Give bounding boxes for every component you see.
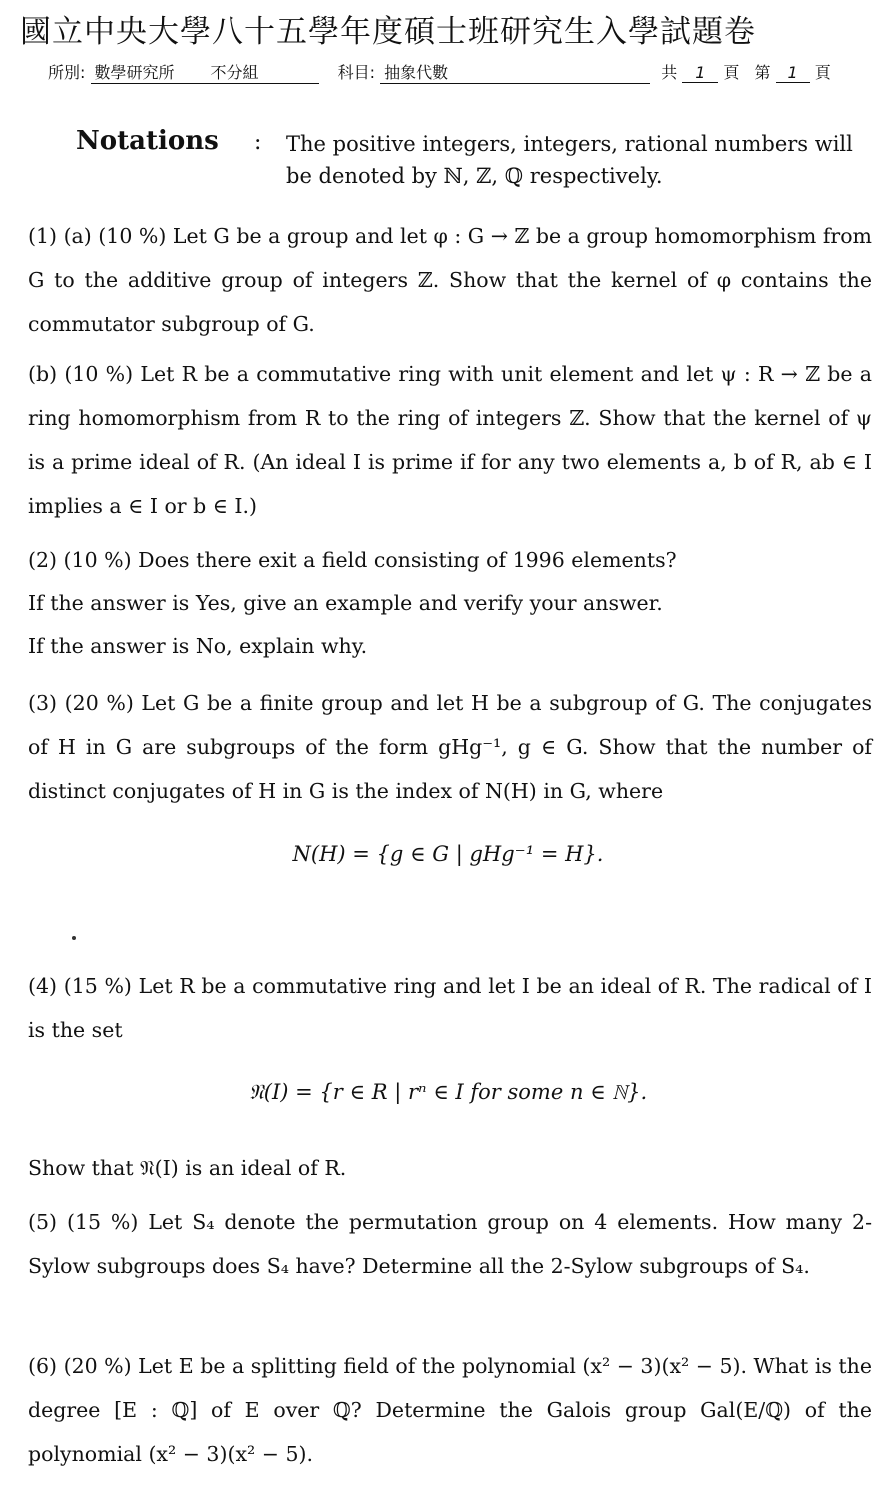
notations-colon: :	[254, 130, 262, 155]
problem-1a: (1) (a) (10 %) Let G be a group and let φ : G → ℤ be a group homomorphism from G to the additive group of integers ℤ. Show that the kernel of φ contains the commutator subgroup of G.	[28, 224, 872, 336]
exam-title: 國立中央大學八十五學年度碩士班研究生入學試題卷	[20, 14, 756, 50]
subject-value: 抽象代數	[380, 60, 650, 84]
total-pages-label: 共	[661, 63, 678, 82]
dept-value: 數學研究所	[91, 60, 191, 84]
problem-3-formula: N(H) = {g ∈ G | gHg⁻¹ = H}.	[292, 842, 604, 866]
page-no-value: 1	[776, 63, 810, 83]
problem-2-line3: If the answer is No, explain why.	[28, 634, 368, 658]
stray-dot	[72, 936, 76, 940]
page-unit: 頁	[723, 63, 740, 82]
page-no-label: 第	[754, 63, 771, 82]
total-pages-value: 1	[682, 63, 718, 83]
page-unit: 頁	[814, 63, 831, 82]
problem-4-end: Show that 𝔑(I) is an ideal of R.	[28, 1156, 347, 1180]
problem-5: (5) (15 %) Let S₄ denote the permutation group on 4 elements. How many 2-Sylow subgroups does S₄ have? Determine all the 2-Sylow subgroups of S₄.	[28, 1210, 872, 1278]
dept-label: 所別:	[48, 63, 86, 82]
problem-2: (2) (10 %) Does there exit a field consisting of 1996 elements?	[28, 548, 677, 572]
group-value: 不分組	[191, 60, 319, 84]
notations-label: Notations	[76, 126, 219, 156]
problem-4-formula: 𝔑(I) = {r ∈ R | rⁿ ∈ I for some n ∈ ℕ}.	[248, 1080, 648, 1104]
problem-6: (6) (20 %) Let E be a splitting field of the polynomial (x² − 3)(x² − 5). What is the degree [E : ℚ] of E over ℚ? Determine the Galois group Gal(E/ℚ) of the polynomial (x² − 3)(x² − 5).	[28, 1354, 872, 1466]
notations-text: The positive integers, integers, rational numbers will be denoted by ℕ, ℤ, ℚ respectively.	[286, 132, 853, 188]
problem-3: (3) (20 %) Let G be a finite group and let H be a subgroup of G. The conjugates of H in G are subgroups of the form gHg⁻¹, g ∈ G. Show that the number of distinct conjugates of H in G is the index of N(H) in G, where	[28, 691, 872, 803]
problem-4: (4) (15 %) Let R be a commutative ring and let I be an ideal of R. The radical of I is the set	[28, 974, 872, 1042]
exam-info-line	[48, 60, 831, 84]
problem-1b: (b) (10 %) Let R be a commutative ring with unit element and let ψ : R → ℤ be a ring homomorphism from R to the ring of integers ℤ. Show that the kernel of ψ is a prime ideal of R. (An ideal I is prime if for any two elements a, b of R, ab ∈ I implies a ∈ I or b ∈ I.)	[28, 362, 872, 518]
subject-label: 科目:	[337, 63, 375, 82]
problem-2-line2: If the answer is Yes, give an example and verify your answer.	[28, 591, 663, 615]
